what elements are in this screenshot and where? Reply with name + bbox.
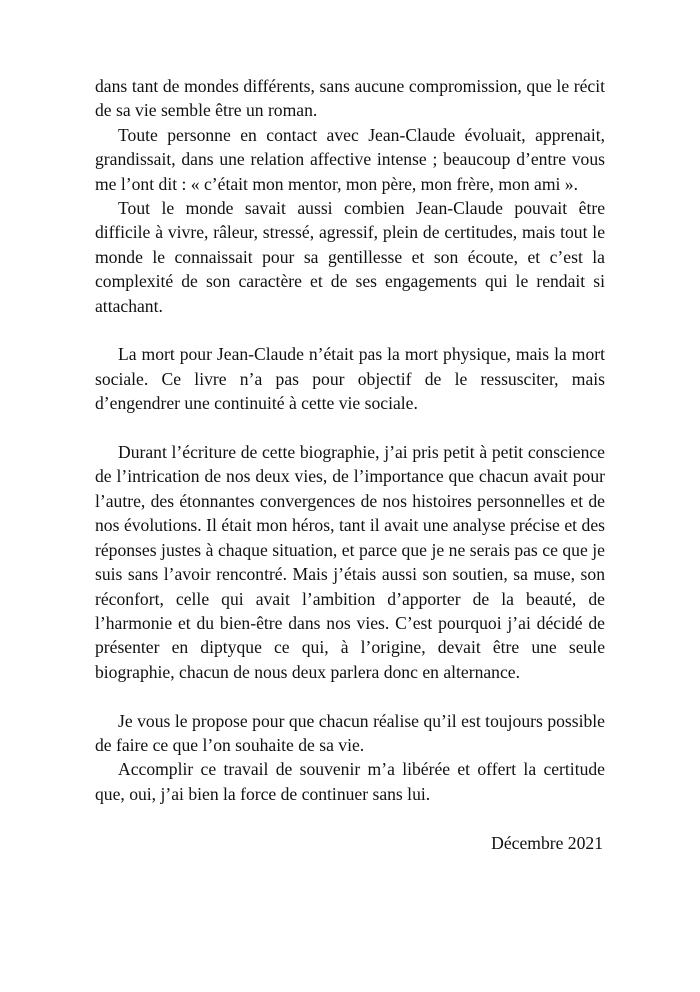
paragraph-biography: Durant l’écriture de cette biographie, j’ai pris petit à petit conscience de l’intrication de nos deux vies, de l’importance que chacun avait pour l’autre, des étonnantes convergences de nos histoires personnelles et de nos évolutions. Il était mon héros, tant il avait une analyse précise et des réponses justes à chaque situation, et parce que je ne serais pas ce que je suis sans l’avoir rencontré. Mais j’étais aussi son soutien, sa muse, son réconfort, celle qui avait l’ambition d’apporter de la beauté, de l’harmonie et du bien-être dans nos vies. C’est pourquoi j’ai décidé de présenter en diptyque ce qui, à l’origine, devait être une seule biographie, chacun de nous deux parlera donc en alternance. xyxy=(95,442,605,682)
paragraph-character: Tout le monde savait aussi combien Jean-Claude pouvait être difficile à vivre, râleur, stressé, agressif, plein de certitudes, mais tout le monde le connaissait pour sa gentillesse et son écoute, et c’est la complexité de son caractère et de ses engagements qui le rendait si attachant. xyxy=(95,198,605,316)
paragraph-mentor: Toute personne en contact avec Jean-Claude évoluait, apprenait, grandissait, dans une relation affective intense ; beaucoup d’entre vous me l’ont dit : « c’était mon mentor, mon père, mon frère, mon ami ». xyxy=(95,124,605,194)
paragraph-spacer xyxy=(95,684,605,708)
paragraph-social-death: La mort pour Jean-Claude n’était pas la mort physique, mais la mort sociale. Ce livre n’a pas pour objectif de le ressusciter, mais d’engendrer une continuité à cette vie sociale. xyxy=(95,344,605,414)
paragraph-spacer xyxy=(95,416,605,440)
paragraph-proposal: Je vous le propose pour que chacun réalise qu’il est toujours possible de faire ce que l’on souhaite de sa vie. xyxy=(95,710,605,755)
signature-date: Décembre 2021 xyxy=(491,832,603,853)
paragraph-spacer xyxy=(95,318,605,342)
paragraph-closing: Accomplir ce travail de souvenir m’a libérée et offert la certitude que, oui, j’ai bien la force de continuer sans lui. xyxy=(95,759,605,804)
paragraph-continuation: dans tant de mondes différents, sans aucune compromission, que le récit de sa vie semble être un roman. xyxy=(95,76,605,121)
document-page xyxy=(95,74,605,855)
